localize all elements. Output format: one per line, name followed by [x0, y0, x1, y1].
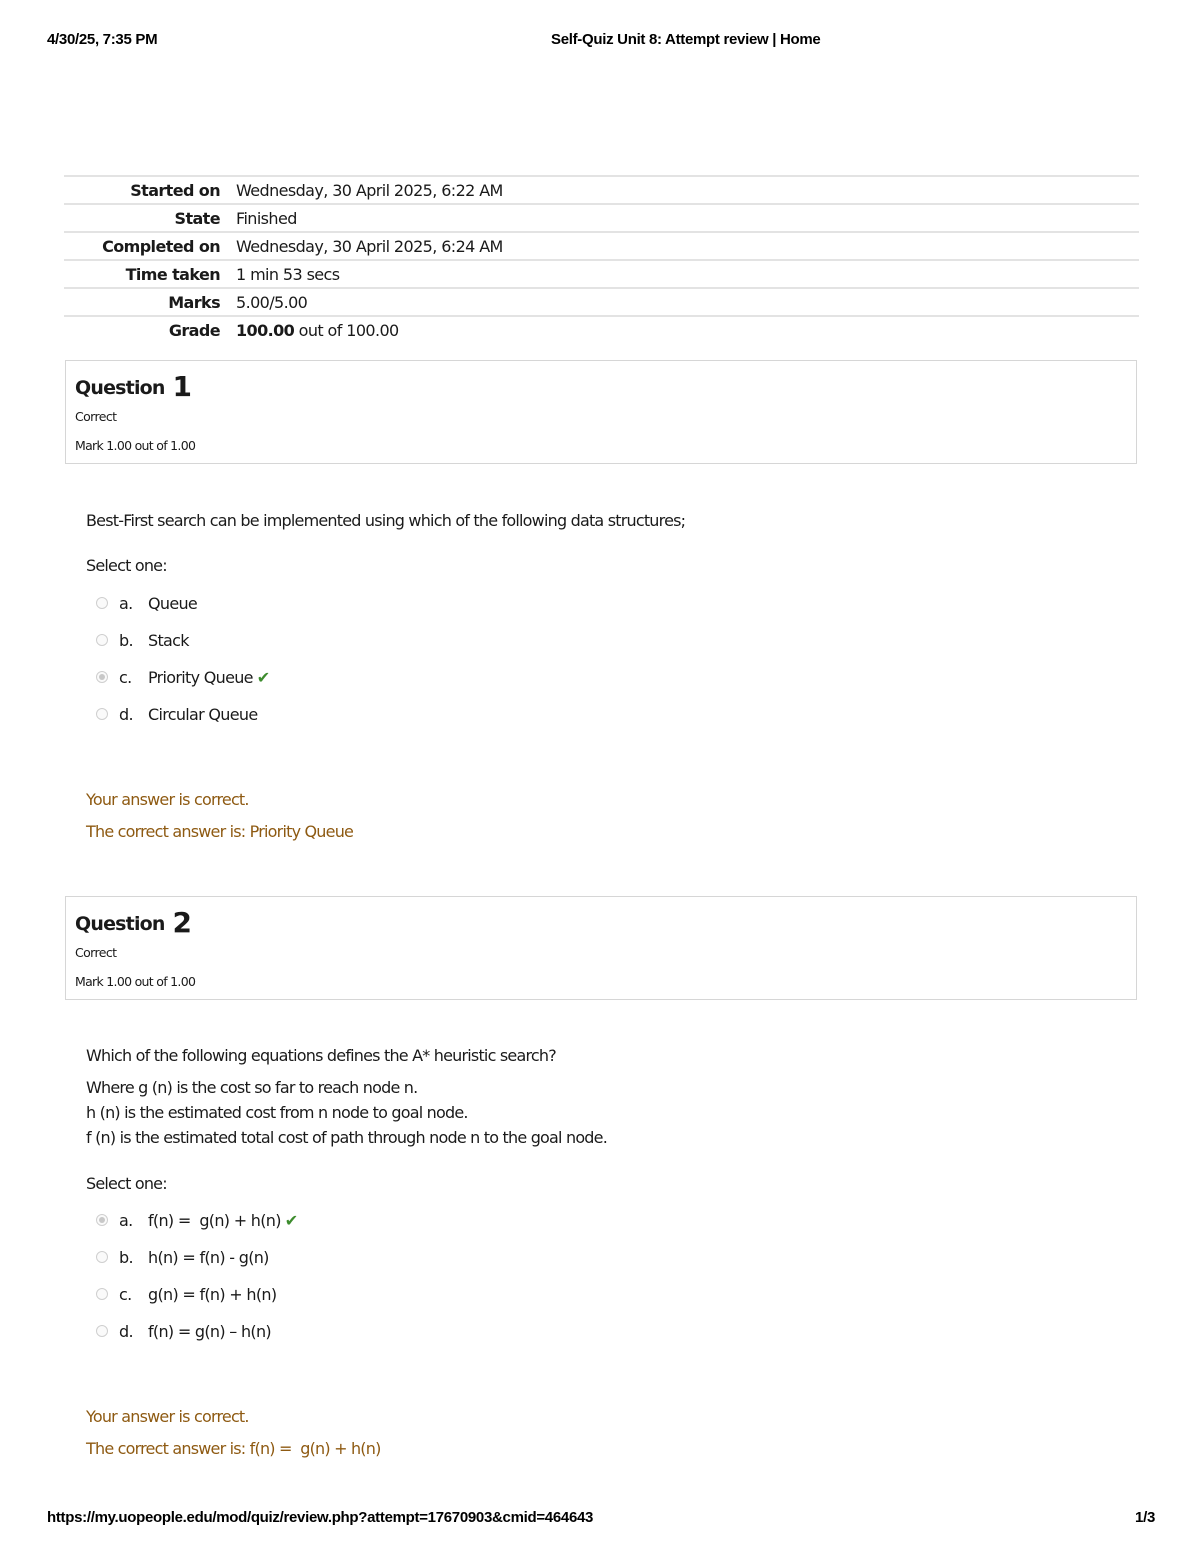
summary-value: Finished — [236, 204, 1139, 232]
question-mark: Mark 1.00 out of 1.00 — [75, 974, 196, 989]
question-state: Correct — [75, 945, 117, 960]
option-letter: a. — [119, 593, 133, 613]
grade-out-of: out of 100.00 — [294, 320, 399, 340]
summary-row — [64, 288, 1139, 316]
print-footer — [0, 1509, 1200, 1529]
answer-option[interactable] — [96, 628, 189, 652]
print-header — [0, 31, 1200, 51]
answer-option-selected[interactable] — [96, 1208, 298, 1232]
question-1-text — [86, 508, 685, 533]
summary-label: Grade — [64, 316, 236, 343]
option-text: Priority Queue — [148, 667, 253, 687]
radio-button[interactable] — [96, 597, 108, 609]
question-state: Correct — [75, 409, 117, 424]
print-page-title: Self-Quiz Unit 8: Attempt review | Home — [551, 31, 821, 48]
option-text: Circular Queue — [148, 704, 258, 724]
summary-value: 5.00/5.00 — [236, 288, 1139, 316]
option-text: g(n) = f(n) + h(n) — [148, 1284, 277, 1304]
option-text: Stack — [148, 630, 189, 650]
option-text: f(n) = g(n) – h(n) — [148, 1321, 271, 1341]
radio-button[interactable] — [96, 1288, 108, 1300]
page-url: https://my.uopeople.edu/mod/quiz/review.php?attempt=17670903&cmid=464643 — [47, 1509, 594, 1526]
feedback-correct: Your answer is correct. — [86, 1407, 249, 1426]
question-text-line: f (n) is the estimated total cost of path through node n to the goal node. — [86, 1128, 607, 1147]
attempt-summary-table — [64, 175, 1139, 343]
question-heading: Question — [75, 377, 165, 399]
option-letter: d. — [119, 704, 133, 724]
summary-label: Marks — [64, 288, 236, 316]
radio-button[interactable] — [96, 634, 108, 646]
summary-row — [64, 260, 1139, 288]
select-one-label: Select one: — [86, 556, 167, 575]
summary-label: Completed on — [64, 232, 236, 260]
summary-value: Wednesday, 30 April 2025, 6:22 AM — [236, 176, 1139, 204]
option-text-wrap — [148, 668, 270, 687]
question-title — [75, 906, 191, 939]
option-text: h(n) = f(n) - g(n) — [148, 1247, 269, 1267]
question-text-line: Where g (n) is the cost so far to reach node n. — [86, 1078, 418, 1097]
answer-option-selected[interactable] — [96, 665, 270, 689]
option-letter: c. — [119, 1284, 132, 1304]
summary-value: Wednesday, 30 April 2025, 6:24 AM — [236, 232, 1139, 260]
option-letter: b. — [119, 1247, 133, 1267]
question-text-line: Which of the following equations defines the A* heuristic search? — [86, 1046, 556, 1065]
feedback-right-answer: The correct answer is: Priority Queue — [86, 822, 354, 841]
question-title — [75, 370, 191, 403]
answer-option[interactable] — [96, 702, 258, 726]
summary-value — [236, 316, 1139, 343]
question-number: 2 — [172, 906, 192, 939]
answer-option[interactable] — [96, 591, 198, 615]
radio-button-checked[interactable] — [96, 671, 108, 683]
answer-option[interactable] — [96, 1282, 277, 1306]
question-text-line: h (n) is the estimated cost from n node to goal node. — [86, 1103, 468, 1122]
summary-row — [64, 204, 1139, 232]
option-text-wrap — [148, 1211, 297, 1230]
check-icon: ✔ — [256, 667, 270, 687]
page-number: 1/3 — [1135, 1509, 1155, 1526]
question-text-line: Best-First search can be implemented using which of the following data structures; — [86, 511, 686, 530]
answer-option[interactable] — [96, 1245, 269, 1269]
question-mark: Mark 1.00 out of 1.00 — [75, 438, 196, 453]
select-one-label: Select one: — [86, 1174, 167, 1193]
check-icon: ✔ — [284, 1210, 298, 1230]
summary-label: State — [64, 204, 236, 232]
question-heading: Question — [75, 913, 165, 935]
question-1-info — [65, 360, 1137, 464]
summary-label: Time taken — [64, 260, 236, 288]
option-letter: d. — [119, 1321, 133, 1341]
option-letter: b. — [119, 630, 133, 650]
question-number: 1 — [172, 370, 192, 403]
question-2-info — [65, 896, 1137, 1000]
grade-value: 100.00 — [236, 320, 295, 340]
summary-row — [64, 176, 1139, 204]
summary-row — [64, 232, 1139, 260]
option-text: f(n) = g(n) + h(n) — [148, 1210, 281, 1230]
radio-button-checked[interactable] — [96, 1214, 108, 1226]
radio-button[interactable] — [96, 1325, 108, 1337]
summary-label: Started on — [64, 176, 236, 204]
option-text: Queue — [148, 593, 198, 613]
feedback-right-answer: The correct answer is: f(n) = g(n) + h(n) — [86, 1439, 381, 1458]
option-letter: c. — [119, 667, 132, 687]
option-letter: a. — [119, 1210, 133, 1230]
radio-button[interactable] — [96, 1251, 108, 1263]
question-2-text — [86, 1043, 607, 1150]
summary-row — [64, 316, 1139, 343]
answer-option[interactable] — [96, 1319, 271, 1343]
feedback-correct: Your answer is correct. — [86, 790, 249, 809]
radio-button[interactable] — [96, 708, 108, 720]
summary-value: 1 min 53 secs — [236, 260, 1139, 288]
print-date: 4/30/25, 7:35 PM — [47, 31, 158, 48]
